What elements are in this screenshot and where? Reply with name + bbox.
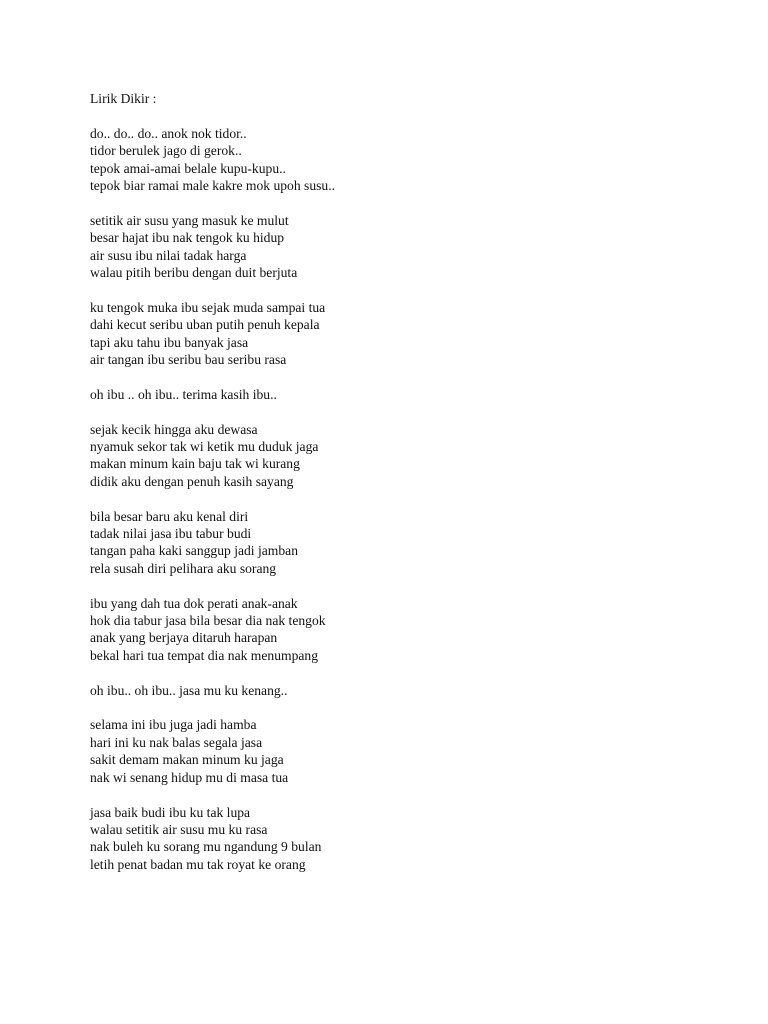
lyrics-document xyxy=(90,90,730,891)
lyric-line: setitik air susu yang masuk ke mulut xyxy=(90,212,289,228)
lyric-line: walau setitik air susu mu ku rasa xyxy=(90,821,268,837)
lyric-line: letih penat badan mu tak royat ke orang xyxy=(90,856,306,872)
stanza xyxy=(90,804,730,874)
lyric-line: tapi aku tahu ibu banyak jasa xyxy=(90,334,249,350)
lyric-line: dahi kecut seribu uban putih penuh kepala xyxy=(90,317,320,333)
lyric-line: jasa baik budi ibu ku tak lupa xyxy=(90,804,251,820)
lyric-line: bila besar baru aku kenal diri xyxy=(90,508,249,524)
lyric-line: didik aku dengan penuh kasih sayang xyxy=(90,473,294,489)
document-title: Lirik Dikir : xyxy=(90,91,157,106)
stanza xyxy=(90,299,730,369)
lyric-line: air susu ibu nilai tadak harga xyxy=(90,247,247,263)
lyric-line: rela susah diri pelihara aku sorang xyxy=(90,560,277,576)
lyric-line: hari ini ku nak balas segala jasa xyxy=(90,734,263,750)
lyric-line: walau pitih beribu dengan duit berjuta xyxy=(90,265,298,281)
lyric-line: air tangan ibu seribu bau seribu rasa xyxy=(90,352,287,368)
stanza xyxy=(90,212,730,282)
lyric-line: ku tengok muka ibu sejak muda sampai tua xyxy=(90,299,326,315)
lyric-line: bekal hari tua tempat dia nak menumpang xyxy=(90,647,318,663)
lyric-line: do.. do.. do.. anok nok tidor.. xyxy=(90,125,247,141)
lyric-line: sakit demam makan minum ku jaga xyxy=(90,752,284,768)
lyric-line: tepok biar ramai male kakre mok upoh susu.. xyxy=(90,178,335,194)
lyric-line: nyamuk sekor tak wi ketik mu duduk jaga xyxy=(90,439,319,455)
lyric-line: hok dia tabur jasa bila besar dia nak tengok xyxy=(90,613,326,629)
lyric-line: tidor berulek jago di gerok.. xyxy=(90,143,242,159)
lyric-line: makan minum kain baju tak wi kurang xyxy=(90,456,300,472)
stanza xyxy=(90,595,730,665)
lyric-line: selama ini ibu juga jadi hamba xyxy=(90,717,257,733)
stanza xyxy=(90,716,730,786)
lyric-line: oh ibu .. oh ibu.. terima kasih ibu.. xyxy=(90,386,277,402)
lyric-line: anak yang berjaya ditaruh harapan xyxy=(90,630,278,646)
lyric-line: besar hajat ibu nak tengok ku hidup xyxy=(90,230,285,246)
stanza-list xyxy=(90,125,730,873)
lyric-line: tangan paha kaki sanggup jadi jamban xyxy=(90,543,298,559)
stanza xyxy=(90,421,730,491)
lyric-line: sejak kecik hingga aku dewasa xyxy=(90,421,258,437)
lyric-line: nak buleh ku sorang mu ngandung 9 bulan xyxy=(90,839,322,855)
lyric-line: oh ibu.. oh ibu.. jasa mu ku kenang.. xyxy=(90,682,288,698)
lyric-line: nak wi senang hidup mu di masa tua xyxy=(90,769,289,785)
stanza xyxy=(90,125,730,195)
stanza xyxy=(90,508,730,578)
lyric-line: tepok amai-amai belale kupu-kupu.. xyxy=(90,160,286,176)
lyric-line: ibu yang dah tua dok perati anak-anak xyxy=(90,595,298,611)
stanza xyxy=(90,682,730,699)
lyric-line: tadak nilai jasa ibu tabur budi xyxy=(90,526,252,542)
stanza xyxy=(90,386,730,403)
